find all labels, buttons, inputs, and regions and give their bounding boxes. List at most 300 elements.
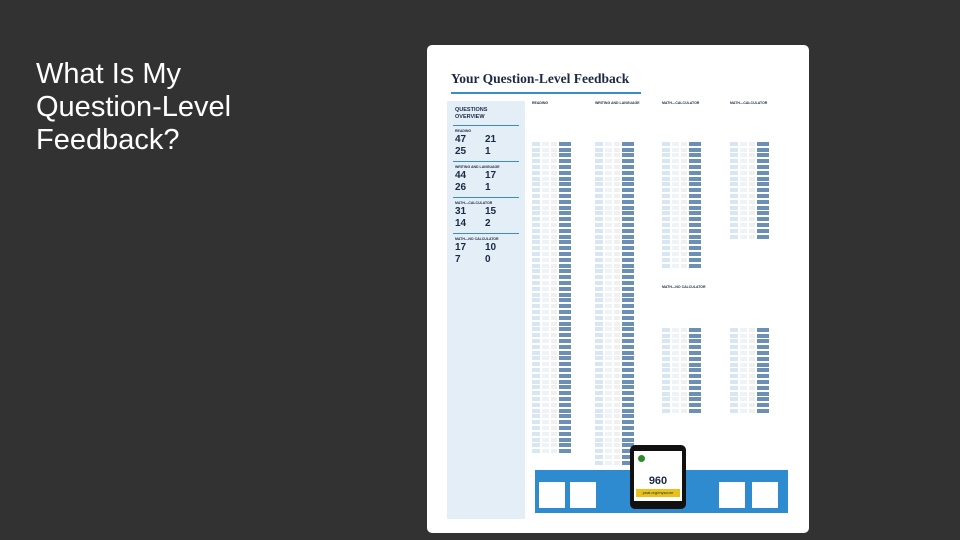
grid-cell (614, 159, 620, 163)
grid-cell (542, 351, 549, 355)
grid-cell (605, 397, 612, 401)
grid-cell (622, 200, 634, 204)
grid-cell (622, 397, 634, 401)
grid-cell (595, 287, 603, 291)
grid-cell (614, 409, 620, 413)
grid-cell (730, 165, 738, 169)
grid-cell (614, 229, 620, 233)
grid-cell (689, 159, 701, 163)
grid-cell (672, 194, 679, 198)
grid-cell (730, 229, 738, 233)
grid-cell (559, 316, 571, 320)
grid-cell (595, 345, 603, 349)
grid-cell (551, 293, 557, 297)
grid-cell (757, 148, 769, 152)
grid-cell (614, 240, 620, 244)
grid-cell (689, 177, 701, 181)
grid-cell (605, 461, 612, 465)
grid-cell (749, 142, 755, 146)
grid-cell (622, 438, 634, 442)
grid-cell (559, 142, 571, 146)
grid-cell (605, 403, 612, 407)
grid-cell (605, 153, 612, 157)
grid-cell (689, 357, 701, 361)
grid-cell (542, 235, 549, 239)
grid-cell (740, 194, 747, 198)
grid-cell (740, 409, 747, 413)
grid-cell (672, 334, 679, 338)
grid-cell (532, 316, 540, 320)
grid-cell (551, 327, 557, 331)
grid-cell (749, 211, 755, 215)
grid-cell (757, 165, 769, 169)
grid-cell (542, 298, 549, 302)
questions-overview-panel (447, 101, 525, 519)
grid-cell (757, 211, 769, 215)
grid-cell (672, 148, 679, 152)
grid-cell (681, 142, 687, 146)
grid-cell (672, 229, 679, 233)
section-label: READING (455, 129, 472, 133)
grid-cell (605, 298, 612, 302)
resource-tile (719, 482, 745, 508)
grid-cell (689, 246, 701, 250)
grid-cell (689, 194, 701, 198)
grid-cell (605, 159, 612, 163)
grid-cell (672, 217, 679, 221)
grid-cell (605, 304, 612, 308)
grid-cell (605, 206, 612, 210)
title-rule (451, 92, 641, 94)
grid-cell (740, 159, 747, 163)
grid-cell (689, 334, 701, 338)
grid-cell (614, 432, 620, 436)
grid-cell (730, 177, 738, 181)
grid-cell (740, 206, 747, 210)
grid-cell (532, 374, 540, 378)
grid-cell (605, 148, 612, 152)
grid-cell (532, 188, 540, 192)
grid-cell (662, 171, 670, 175)
grid-cell (681, 235, 687, 239)
grid-cell (662, 264, 670, 268)
grid-cell (730, 334, 738, 338)
grid-cell (614, 206, 620, 210)
grid-cell (605, 182, 612, 186)
grid-cell (605, 287, 612, 291)
stat-value: 2 (485, 218, 491, 229)
grid-cell (559, 171, 571, 175)
grid-cell (749, 148, 755, 152)
grid-cell (740, 182, 747, 186)
grid-cell (532, 235, 540, 239)
grid-cell (689, 351, 701, 355)
grid-cell (559, 252, 571, 256)
grid-cell (730, 211, 738, 215)
grid-cell (532, 165, 540, 169)
grid-cell (672, 374, 679, 378)
grid-cell (749, 345, 755, 349)
grid-cell (532, 264, 540, 268)
grid-cell (740, 328, 747, 332)
grid-cell (614, 438, 620, 442)
grid-cell (605, 443, 612, 447)
grid-cell (532, 171, 540, 175)
grid-cell (605, 426, 612, 430)
grid-cell (551, 443, 557, 447)
grid-cell (672, 351, 679, 355)
grid-cell (622, 165, 634, 169)
grid-cell (681, 200, 687, 204)
grid-cell (662, 334, 670, 338)
grid-cell (749, 357, 755, 361)
grid-cell (614, 443, 620, 447)
grid-cell (595, 426, 603, 430)
grid-cell (749, 328, 755, 332)
grid-cell (532, 391, 540, 395)
grid-cell (662, 165, 670, 169)
grid-cell (595, 432, 603, 436)
grid-cell (689, 182, 701, 186)
grid-cell (681, 217, 687, 221)
grid-cell (689, 235, 701, 239)
grid-cell (730, 392, 738, 396)
grid-cell (542, 397, 549, 401)
grid-cell (542, 368, 549, 372)
stat-value: 44 (455, 170, 467, 181)
divider (453, 161, 519, 162)
grid-cell (614, 287, 620, 291)
grid-cell (740, 188, 747, 192)
grid-cell (614, 414, 620, 418)
grid-cell (740, 334, 747, 338)
grid-cell (595, 293, 603, 297)
grid-cell (614, 148, 620, 152)
grid-cell (551, 194, 557, 198)
grid-cell (730, 217, 738, 221)
grid-cell (559, 258, 571, 262)
grid-cell (542, 327, 549, 331)
grid-cell (559, 159, 571, 163)
grid-cell (542, 269, 549, 273)
grid-cell (542, 188, 549, 192)
grid-cell (614, 374, 620, 378)
grid-cell (622, 148, 634, 152)
grid-cell (559, 374, 571, 378)
grid-cell (622, 316, 634, 320)
grid-cell (681, 380, 687, 384)
grid-cell (542, 304, 549, 308)
grid-cell (749, 368, 755, 372)
grid-cell (614, 449, 620, 453)
grid-cell (605, 223, 612, 227)
grid-cell (551, 275, 557, 279)
grid-cell (672, 240, 679, 244)
grid-cell (532, 327, 540, 331)
grid-cell (730, 200, 738, 204)
grid-cell (559, 293, 571, 297)
grid-cell (662, 153, 670, 157)
grid-cell (605, 409, 612, 413)
grid-cell (622, 252, 634, 256)
grid-cell (740, 211, 747, 215)
grid-cell (662, 345, 670, 349)
grid-cell (672, 392, 679, 396)
grid-cell (532, 182, 540, 186)
grid-cell (689, 171, 701, 175)
grid-cell (532, 142, 540, 146)
grid-cell (730, 188, 738, 192)
grid-cell (559, 420, 571, 424)
grid-cell (559, 391, 571, 395)
grid-cell (681, 148, 687, 152)
grid-cell (605, 252, 612, 256)
grid-cell (559, 188, 571, 192)
grid-cell (681, 153, 687, 157)
grid-cell (551, 339, 557, 343)
grid-cell (622, 142, 634, 146)
grid-cell (551, 420, 557, 424)
grid-cell (532, 206, 540, 210)
grid-cell (595, 385, 603, 389)
grid-cell (614, 327, 620, 331)
grid-cell (730, 351, 738, 355)
grid-cell (757, 229, 769, 233)
grid-cell (689, 153, 701, 157)
grid-cell (595, 188, 603, 192)
grid-cell (681, 223, 687, 227)
stat-value: 14 (455, 218, 467, 229)
grid-cell (681, 386, 687, 390)
grid-cell (740, 392, 747, 396)
grid-cell (730, 403, 738, 407)
grid-cell (551, 171, 557, 175)
grid-cell (740, 235, 747, 239)
grid-cell (740, 339, 747, 343)
grid-cell (689, 368, 701, 372)
stat-value: 1 (485, 182, 491, 193)
grid-cell (559, 240, 571, 244)
grid-cell (614, 461, 620, 465)
grid-cell (749, 206, 755, 210)
grid-cell (532, 194, 540, 198)
grid-cell (605, 281, 612, 285)
grid-cell (757, 403, 769, 407)
grid-cell (559, 397, 571, 401)
grid-cell (559, 269, 571, 273)
grid-cell (595, 316, 603, 320)
grid-cell (689, 392, 701, 396)
grid-cell (551, 153, 557, 157)
grid-cell (730, 409, 738, 413)
grid-cell (614, 252, 620, 256)
phone-url: psat.org/myscore (636, 489, 680, 497)
grid-cell (749, 177, 755, 181)
grid-cell (551, 316, 557, 320)
grid-cell (614, 177, 620, 181)
grid-cell (681, 328, 687, 332)
grid-cell (622, 333, 634, 337)
grid-cell (542, 426, 549, 430)
grid-cell (551, 333, 557, 337)
grid-cell (740, 397, 747, 401)
grid-cell (595, 380, 603, 384)
column-header-writing: WRITING AND LANGUAGE (595, 101, 640, 105)
grid-cell (730, 397, 738, 401)
grid-cell (614, 420, 620, 424)
grid-cell (595, 397, 603, 401)
column-header-math-calc-2: MATH—CALCULATOR (730, 101, 768, 105)
grid-cell (532, 310, 540, 314)
grid-cell (542, 443, 549, 447)
grid-cell (595, 327, 603, 331)
grid-cell (662, 200, 670, 204)
grid-cell (757, 392, 769, 396)
grid-cell (672, 142, 679, 146)
grid-cell (542, 211, 549, 215)
grid-cell (551, 235, 557, 239)
grid-cell (614, 171, 620, 175)
grid-cell (681, 345, 687, 349)
grid-cell (662, 206, 670, 210)
grid-cell (622, 414, 634, 418)
grid-cell (551, 206, 557, 210)
grid-cell (605, 333, 612, 337)
grid-cell (551, 356, 557, 360)
grid-cell (681, 392, 687, 396)
grid-cell (689, 264, 701, 268)
grid-cell (605, 385, 612, 389)
grid-cell (689, 339, 701, 343)
grid-cell (614, 258, 620, 262)
grid-cell (605, 211, 612, 215)
grid-cell (662, 397, 670, 401)
grid-cell (740, 357, 747, 361)
column-header-reading: READING (532, 101, 549, 105)
grid-cell (757, 177, 769, 181)
grid-cell (622, 368, 634, 372)
grid-cell (551, 380, 557, 384)
grid-cell (532, 409, 540, 413)
grid-cell (740, 217, 747, 221)
math-no-calc-grid (662, 327, 703, 414)
grid-cell (672, 380, 679, 384)
grid-cell (672, 153, 679, 157)
grid-row (662, 263, 703, 269)
grid-cell (681, 246, 687, 250)
grid-cell (551, 298, 557, 302)
grid-cell (532, 322, 540, 326)
grid-cell (622, 432, 634, 436)
grid-cell (614, 223, 620, 227)
grid-cell (662, 159, 670, 163)
grid-cell (542, 171, 549, 175)
grid-cell (662, 368, 670, 372)
grid-cell (689, 374, 701, 378)
grid-cell (532, 159, 540, 163)
grid-cell (559, 327, 571, 331)
grid-cell (532, 217, 540, 221)
grid-cell (662, 235, 670, 239)
grid-cell (605, 356, 612, 360)
reading-grid (532, 141, 573, 454)
grid-cell (622, 385, 634, 389)
grid-cell (605, 449, 612, 453)
grid-cell (542, 339, 549, 343)
grid-cell (595, 211, 603, 215)
grid-cell (672, 258, 679, 262)
grid-cell (614, 385, 620, 389)
grid-cell (605, 293, 612, 297)
grid-cell (551, 374, 557, 378)
grid-cell (622, 269, 634, 273)
grid-cell (681, 368, 687, 372)
grid-cell (622, 223, 634, 227)
grid-cell (605, 327, 612, 331)
grid-cell (672, 357, 679, 361)
grid-cell (595, 298, 603, 302)
grid-cell (551, 264, 557, 268)
stat-value: 47 (455, 134, 467, 145)
grid-cell (542, 165, 549, 169)
grid-cell (672, 397, 679, 401)
grid-cell (605, 171, 612, 175)
section-label: WRITING AND LANGUAGE (455, 165, 500, 169)
grid-cell (551, 385, 557, 389)
grid-cell (605, 229, 612, 233)
grid-cell (551, 362, 557, 366)
grid-cell (595, 391, 603, 395)
grid-cell (595, 351, 603, 355)
grid-cell (749, 363, 755, 367)
grid-cell (532, 229, 540, 233)
grid-cell (662, 211, 670, 215)
grid-cell (672, 403, 679, 407)
grid-cell (605, 432, 612, 436)
grid-cell (551, 432, 557, 436)
grid-cell (559, 211, 571, 215)
divider (453, 233, 519, 234)
grid-cell (595, 148, 603, 152)
grid-cell (542, 177, 549, 181)
grid-cell (551, 304, 557, 308)
grid-cell (622, 177, 634, 181)
grid-cell (605, 455, 612, 459)
grid-cell (730, 142, 738, 146)
grid-cell (595, 240, 603, 244)
grid-cell (740, 345, 747, 349)
resource-tile (752, 482, 778, 508)
grid-cell (622, 356, 634, 360)
grid-cell (532, 414, 540, 418)
overview-header-line-2: OVERVIEW (455, 114, 485, 120)
grid-cell (532, 449, 540, 453)
grid-cell (757, 397, 769, 401)
grid-cell (740, 363, 747, 367)
grid-cell (595, 194, 603, 198)
grid-cell (757, 142, 769, 146)
math-no-calc-grid-2 (730, 327, 771, 414)
grid-cell (757, 409, 769, 413)
grid-cell (614, 362, 620, 366)
grid-cell (542, 229, 549, 233)
grid-cell (614, 264, 620, 268)
grid-cell (681, 403, 687, 407)
overview-section (447, 237, 525, 265)
grid-cell (672, 177, 679, 181)
grid-row (730, 408, 771, 414)
resource-tile (539, 482, 565, 508)
